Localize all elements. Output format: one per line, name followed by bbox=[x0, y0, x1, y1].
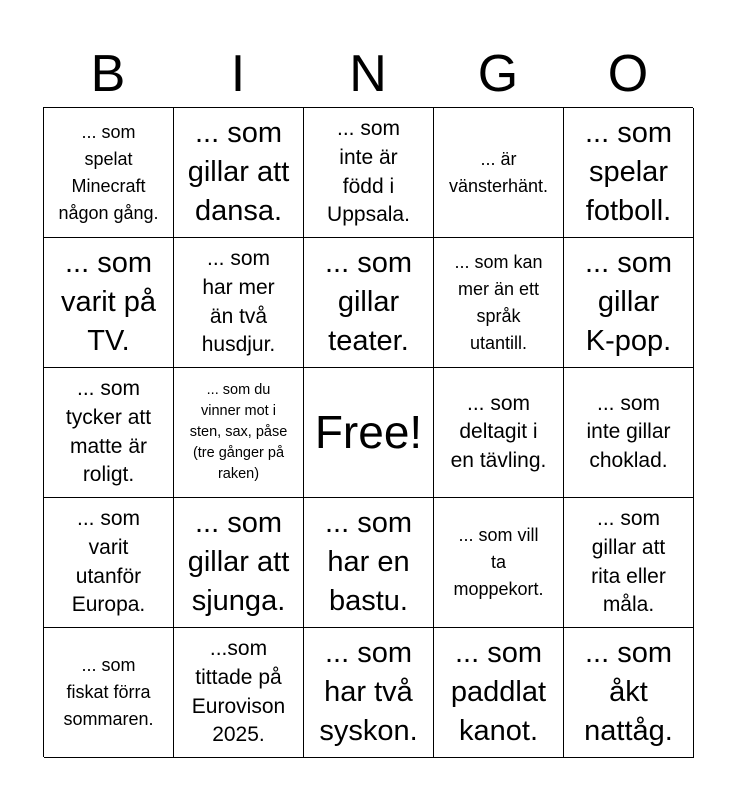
cell-text: ... som gillar att sjunga. bbox=[187, 507, 290, 617]
header-letter-b: B bbox=[90, 45, 126, 103]
bingo-cell[interactable] bbox=[304, 628, 434, 758]
bingo-cell[interactable] bbox=[564, 498, 694, 628]
cell-text: ... som deltagit i en tävling. bbox=[450, 391, 547, 472]
cell-text: ... som du vinner mot i sten, sax, påse (tre gånger på raken) bbox=[189, 381, 288, 483]
bingo-cell[interactable] bbox=[174, 108, 304, 238]
cell-text: ... som kan mer än ett språk utantill. bbox=[454, 251, 543, 353]
bingo-cell[interactable] bbox=[174, 628, 304, 758]
cell-text: ... som spelat Minecraft någon gång. bbox=[58, 121, 159, 223]
bingo-cell[interactable] bbox=[44, 108, 174, 238]
cell-text: ... är vänsterhänt. bbox=[448, 148, 549, 196]
bingo-cell[interactable] bbox=[304, 108, 434, 238]
cell-text: ... som varit utanför Europa. bbox=[71, 507, 146, 617]
cell-text: ... som fiskat förra sommaren. bbox=[63, 655, 154, 729]
cell-text: ... som varit på TV. bbox=[60, 247, 157, 357]
free-space-cell[interactable] bbox=[304, 368, 434, 498]
bingo-cell[interactable] bbox=[564, 628, 694, 758]
cell-text: ... som gillar att rita eller måla. bbox=[591, 507, 666, 617]
cell-text: ... som har två syskon. bbox=[319, 637, 418, 747]
cell-text: ... som gillar att dansa. bbox=[187, 117, 290, 227]
bingo-cell[interactable] bbox=[44, 628, 174, 758]
bingo-cell[interactable] bbox=[44, 368, 174, 498]
bingo-cell[interactable] bbox=[434, 628, 564, 758]
bingo-cell[interactable] bbox=[44, 498, 174, 628]
cell-text: ... som vill ta moppekort. bbox=[453, 525, 544, 599]
header-letter-g: G bbox=[477, 45, 519, 103]
bingo-cell[interactable] bbox=[564, 368, 694, 498]
bingo-cell[interactable] bbox=[174, 498, 304, 628]
cell-text: ... som spelar fotboll. bbox=[584, 117, 672, 227]
bingo-cell[interactable] bbox=[434, 368, 564, 498]
cell-text: ...som tittade på Eurovison 2025. bbox=[191, 637, 286, 747]
cell-text: ... som har mer än två husdjur. bbox=[201, 247, 276, 357]
cell-text: ... som gillar K-pop. bbox=[584, 247, 672, 357]
bingo-cell[interactable] bbox=[44, 238, 174, 368]
bingo-cell[interactable] bbox=[564, 108, 694, 238]
bingo-cell[interactable] bbox=[304, 238, 434, 368]
bingo-cell[interactable] bbox=[434, 108, 564, 238]
header-letter-n: N bbox=[349, 45, 387, 103]
cell-text: ... som har en bastu. bbox=[324, 507, 412, 617]
bingo-cell[interactable] bbox=[434, 238, 564, 368]
cell-text: ... som paddlat kanot. bbox=[450, 637, 547, 747]
cell-text: ... som gillar teater. bbox=[324, 247, 412, 357]
bingo-header bbox=[43, 40, 693, 108]
bingo-cell[interactable] bbox=[564, 238, 694, 368]
bingo-cell[interactable] bbox=[174, 368, 304, 498]
bingo-cell[interactable] bbox=[174, 238, 304, 368]
header-letter-o: O bbox=[607, 45, 649, 103]
cell-text: ... som tycker att matte är roligt. bbox=[65, 377, 152, 487]
cell-text: ... som inte är född i Uppsala. bbox=[327, 117, 410, 227]
cell-text: ... som inte gillar choklad. bbox=[586, 391, 671, 472]
bingo-grid bbox=[43, 107, 693, 757]
bingo-cell[interactable] bbox=[434, 498, 564, 628]
header-letter-i: I bbox=[230, 45, 246, 103]
bingo-cell[interactable] bbox=[304, 498, 434, 628]
free-space-label: Free! bbox=[314, 406, 423, 459]
cell-text: ... som åkt nattåg. bbox=[584, 637, 673, 747]
